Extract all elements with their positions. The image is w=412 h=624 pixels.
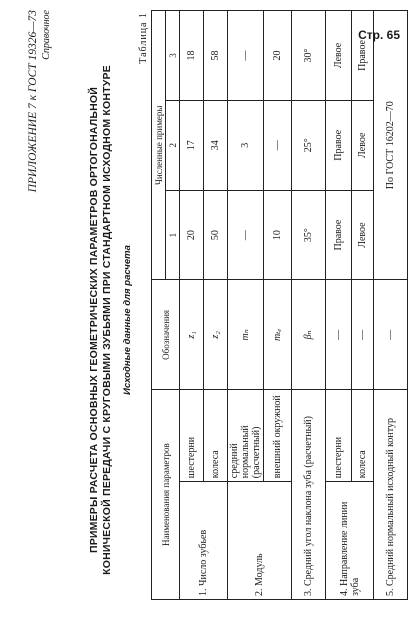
value-cell: Правое — [326, 190, 352, 280]
value-cell: 25° — [292, 100, 326, 190]
value-cell: 18 — [180, 11, 204, 101]
value-cell: — — [228, 190, 264, 280]
header-example-1: 1 — [166, 190, 180, 280]
value-cell: 35° — [292, 190, 326, 280]
page-number: Стр. 65 — [358, 28, 400, 42]
row-label: 5. Средний нормальный исходный контур — [374, 390, 408, 600]
symbol-cell: βₙ — [292, 280, 326, 390]
value-cell: Правое — [352, 11, 374, 101]
table-header-row — [152, 11, 166, 600]
table-row — [292, 11, 326, 600]
row-label: 3. Средний угол наклона зуба (расчетный) — [292, 390, 326, 600]
table-row — [180, 11, 204, 600]
section-subtitle: Исходные данные для расчета — [122, 245, 133, 395]
value-cell: 20 — [264, 11, 292, 101]
value-cell: Левое — [352, 190, 374, 280]
row-sublabel: шестерни — [180, 390, 204, 482]
symbol-cell: — — [374, 280, 408, 390]
value-cell: Левое — [352, 100, 374, 190]
symbol-cell: z₂ — [204, 280, 228, 390]
table-row — [326, 11, 352, 600]
value-cell: 34 — [204, 100, 228, 190]
value-cell: 10 — [264, 190, 292, 280]
appendix-subtitle: Справочное — [41, 10, 52, 60]
appendix-header — [26, 10, 54, 192]
parameters-table — [151, 10, 408, 600]
row-label: 4. Направление линии зуба — [326, 482, 374, 600]
rotated-page-content — [26, 10, 396, 600]
appendix-title: ПРИЛОЖЕНИЕ 7 к ГОСТ 19326—73 — [27, 10, 39, 193]
value-cell: 20 — [180, 190, 204, 280]
title-line-1: ПРИМЕРЫ РАСЧЕТА ОСНОВНЫХ ГЕОМЕТРИЧЕСКИХ ПАРАМЕТРОВ ОРТОГОНАЛЬНОЙ — [88, 86, 100, 554]
header-examples: Численные примеры — [152, 11, 166, 280]
row-sublabel: внешний окружной — [264, 390, 292, 482]
row-sublabel: колеса — [352, 390, 374, 482]
value-cell: — — [264, 100, 292, 190]
table-row — [228, 11, 264, 600]
value-cell: — — [228, 11, 264, 101]
header-name: Наименования параметров — [152, 390, 180, 600]
value-cell: 50 — [204, 190, 228, 280]
row-label: 1. Число зубьев — [180, 482, 228, 600]
value-cell: По ГОСТ 16202—70 — [374, 11, 408, 280]
document-title — [88, 60, 114, 580]
row-sublabel: шестерни — [326, 390, 352, 482]
row-sublabel: колеса — [204, 390, 228, 482]
value-cell: Правое — [326, 100, 352, 190]
row-sublabel: средний нормальный (расчетный) — [228, 390, 264, 482]
value-cell: 30° — [292, 11, 326, 101]
header-example-3: 3 — [166, 11, 180, 101]
value-cell: 3 — [228, 100, 264, 190]
symbol-cell: mₜₑ — [264, 280, 292, 390]
value-cell: Левое — [326, 11, 352, 101]
title-line-2: КОНИЧЕСКОЙ ПЕРЕДАЧИ С КРУГОВЫМИ ЗУБЬЯМИ ПРИ СТАНДАРТНОМ ИСХОДНОМ КОНТУРЕ — [101, 65, 113, 575]
symbol-cell: — — [326, 280, 352, 390]
symbol-cell: mₙ — [228, 280, 264, 390]
symbol-cell: z₁ — [180, 280, 204, 390]
value-cell: 58 — [204, 11, 228, 101]
table-label: Таблица 1 — [138, 12, 149, 64]
header-example-2: 2 — [166, 100, 180, 190]
row-label: 2. Модуль — [228, 482, 292, 600]
value-cell: 17 — [180, 100, 204, 190]
header-symbol: Обозначения — [152, 280, 180, 390]
symbol-cell: — — [352, 280, 374, 390]
table-row — [374, 11, 408, 600]
